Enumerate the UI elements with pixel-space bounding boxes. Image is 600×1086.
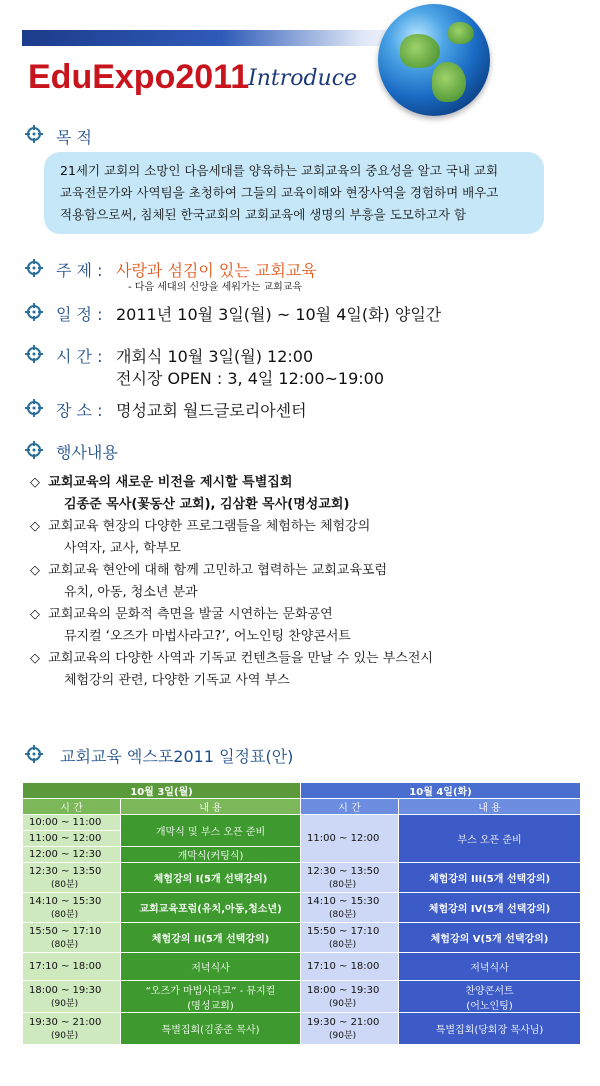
bullet-icon: ◇ <box>30 651 40 666</box>
day1-header: 10월 3일(월) <box>23 783 301 799</box>
event-title: 교회교육의 다양한 사역과 기독교 컨텐츠들을 만날 수 있는 부스전시 <box>48 651 433 666</box>
content-cell: 체험강의 I(5개 선택강의) <box>121 863 301 893</box>
content-cell: 체험강의 IV(5개 선택강의) <box>399 893 581 923</box>
list-item <box>30 560 570 604</box>
col-content-header: 내 용 <box>399 799 581 815</box>
theme-value: 사랑과 섬김이 있는 교회교육 <box>116 261 317 280</box>
content-cell: 부스 오픈 준비 <box>399 815 581 863</box>
target-icon <box>24 302 44 322</box>
time-cell: 12:30 ~ 13:50 (80분) <box>301 863 399 893</box>
time-line2: 전시장 OPEN : 3, 4일 12:00~19:00 <box>116 369 385 388</box>
content-cell: 특별집회(김종준 목사) <box>121 1013 301 1045</box>
time-cell: 10:00 ~ 11:00 <box>23 815 121 831</box>
content-cell: 저녁식사 <box>399 953 581 981</box>
target-icon <box>24 744 44 764</box>
list-item <box>30 604 570 648</box>
target-icon <box>24 124 44 144</box>
col-content-header: 내 용 <box>121 799 301 815</box>
event-sub: 체험강의 관련, 다양한 기독교 사역 부스 <box>64 673 290 688</box>
event-title: 교회교육 현안에 대해 함께 고민하고 협력하는 교회교육포럼 <box>48 563 388 578</box>
date-value: 2011년 10월 3일(월) ~ 10월 4일(화) 양일간 <box>116 305 442 324</box>
event-list <box>30 472 570 692</box>
event-sub: 유치, 아동, 청소년 분과 <box>64 585 198 600</box>
time-cell: 15:50 ~ 17:10 (80분) <box>23 923 121 953</box>
event-title: 교회교육의 새로운 비전을 제시할 특별집회 <box>48 475 293 490</box>
content-cell: 체험강의 II(5개 선택강의) <box>121 923 301 953</box>
list-item <box>30 648 570 692</box>
globe-icon <box>378 4 490 116</box>
purpose-line: 적용함으로써, 침체된 한국교회의 교회교육에 생명의 부흥을 도모하고자 함 <box>60 207 467 222</box>
time-cell: 12:30 ~ 13:50 (80분) <box>23 863 121 893</box>
schedule-title: 교회교육 엑스포2011 일정표(안) <box>60 747 294 766</box>
col-time-header: 시 간 <box>301 799 399 815</box>
list-item <box>30 516 570 560</box>
time-label: 시 간 : <box>56 347 103 366</box>
bullet-icon: ◇ <box>30 563 40 578</box>
event-title: 교회교육 현장의 다양한 프로그램들을 체험하는 체험강의 <box>48 519 371 534</box>
time-cell: 18:00 ~ 19:30 (90분) <box>23 981 121 1013</box>
theme-label: 주 제 : <box>56 261 103 280</box>
purpose-line: 21세기 교회의 소망인 다음세대를 양육하는 교회교육의 중요성을 알고 국내 교회 <box>60 163 499 178</box>
time-cell: 19:30 ~ 21:00 (90분) <box>301 1013 399 1045</box>
purpose-line: 교육전문가와 사역팀을 초청하여 그들의 교육이해와 현장사역을 경험하며 배우고 <box>60 185 499 200</box>
time-cell: 11:00 ~ 12:00 <box>23 831 121 847</box>
day2-header: 10월 4일(화) <box>301 783 581 799</box>
content-cell: 찬양콘서트 (어노인팅) <box>399 981 581 1013</box>
schedule-table <box>22 782 581 1045</box>
content-cell: 저녁식사 <box>121 953 301 981</box>
target-icon <box>24 398 44 418</box>
event-sub: 김종준 목사(꽃동산 교회), 김삼환 목사(명성교회) <box>64 497 350 512</box>
target-icon <box>24 344 44 364</box>
time-cell: 19:30 ~ 21:00 (90분) <box>23 1013 121 1045</box>
content-cell: 교회교육포럼(유치,아동,청소년) <box>121 893 301 923</box>
time-cell: 17:10 ~ 18:00 <box>301 953 399 981</box>
event-title: 교회교육의 문화적 측면을 발굴 시연하는 문화공연 <box>48 607 333 622</box>
event-sub: 사역자, 교사, 학부모 <box>64 541 181 556</box>
target-icon <box>24 258 44 278</box>
time-cell: 14:10 ~ 15:30 (80분) <box>23 893 121 923</box>
content-cell: 체험강의 V(5개 선택강의) <box>399 923 581 953</box>
col-time-header: 시 간 <box>23 799 121 815</box>
date-label: 일 정 : <box>56 305 103 324</box>
content-cell: 개막식(커팅식) <box>121 847 301 863</box>
page-title: EduExpo2011 <box>28 58 250 96</box>
time-cell: 12:00 ~ 12:30 <box>23 847 121 863</box>
time-cell: 15:50 ~ 17:10 (80분) <box>301 923 399 953</box>
place-value: 명성교회 월드글로리아센터 <box>116 401 307 420</box>
content-cell: 체험강의 III(5개 선택강의) <box>399 863 581 893</box>
time-cell: 11:00 ~ 12:00 <box>301 815 399 863</box>
bullet-icon: ◇ <box>30 475 40 490</box>
purpose-label: 목 적 <box>56 128 92 147</box>
target-icon <box>24 440 44 460</box>
header-bar <box>22 30 422 46</box>
bullet-icon: ◇ <box>30 607 40 622</box>
time-cell: 17:10 ~ 18:00 <box>23 953 121 981</box>
time-cell: 18:00 ~ 19:30 (90분) <box>301 981 399 1013</box>
events-label: 행사내용 <box>56 443 118 462</box>
content-cell: 개막식 및 부스 오픈 준비 <box>121 815 301 847</box>
bullet-icon: ◇ <box>30 519 40 534</box>
content-cell: 특별집회(당회장 목사님) <box>399 1013 581 1045</box>
list-item <box>30 472 570 516</box>
page-subtitle: Introduce <box>248 66 358 91</box>
event-sub: 뮤지컬 ‘오즈가 마법사라고?’, 어노인팅 찬양콘서트 <box>64 629 351 644</box>
theme-sub: - 다음 세대의 신앙을 세워가는 교회교육 <box>128 282 303 293</box>
place-label: 장 소 : <box>56 401 103 420</box>
purpose-box <box>44 152 544 234</box>
time-cell: 14:10 ~ 15:30 (80분) <box>301 893 399 923</box>
time-line1: 개회식 10월 3일(월) 12:00 <box>116 347 314 366</box>
content-cell: “오즈가 마법사라고” - 뮤지컬 (명성교회) <box>121 981 301 1013</box>
